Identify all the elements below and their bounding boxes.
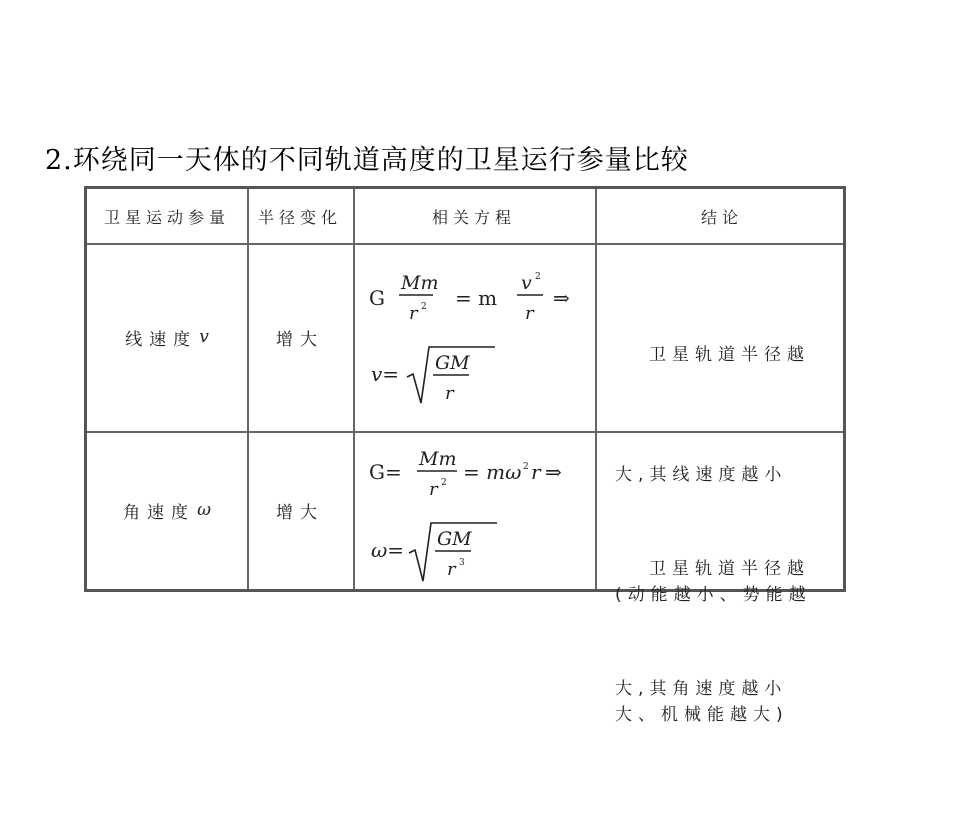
param-symbol: ω bbox=[197, 500, 211, 520]
param-angular-velocity bbox=[87, 431, 247, 589]
svg-text:Mm: Mm bbox=[401, 272, 439, 294]
svg-text:2: 2 bbox=[523, 462, 529, 472]
comparison-table bbox=[84, 186, 846, 725]
equation-gravity-velocity bbox=[367, 261, 587, 335]
equation-gravity-angular bbox=[367, 441, 597, 513]
svg-text:r: r bbox=[447, 559, 456, 580]
svg-text:2: 2 bbox=[421, 302, 427, 312]
param-linear-velocity bbox=[87, 243, 247, 431]
svg-text:G: G bbox=[369, 286, 385, 310]
col-divider bbox=[595, 189, 597, 589]
conclusion-line: 卫星轨道半径越 bbox=[649, 559, 810, 579]
svg-text:= mω: = mω bbox=[463, 460, 522, 484]
svg-text:r: r bbox=[531, 460, 541, 484]
svg-text:2: 2 bbox=[441, 478, 447, 488]
svg-text:⇒: ⇒ bbox=[553, 286, 570, 310]
conclusion-2 bbox=[615, 469, 810, 789]
svg-text:r: r bbox=[445, 383, 454, 404]
param-label: 角速度 bbox=[123, 502, 196, 523]
conclusion-line: 大,其线速度越小 bbox=[615, 465, 788, 485]
svg-text:GM: GM bbox=[435, 352, 470, 374]
header-conclusion: 结论 bbox=[700, 207, 743, 227]
equation-angular-result bbox=[369, 517, 529, 591]
svg-text:= m: = m bbox=[455, 286, 498, 310]
radius-change-2: 增大 bbox=[276, 502, 324, 523]
page-title: 2.环绕同一天体的不同轨道高度的卫星运行参量比较 bbox=[45, 145, 689, 176]
svg-text:v: v bbox=[521, 272, 532, 294]
svg-text:r: r bbox=[429, 479, 438, 500]
radius-change-1: 增大 bbox=[276, 329, 324, 350]
header-equation: 相关方程 bbox=[431, 207, 516, 227]
conclusion-line: 卫星轨道半径越 bbox=[649, 345, 810, 365]
svg-text:⇒: ⇒ bbox=[545, 460, 562, 484]
param-symbol: v bbox=[199, 327, 209, 347]
conclusion-line: (动能越小、势能越 bbox=[615, 585, 812, 605]
svg-text:Mm: Mm bbox=[419, 448, 457, 470]
svg-text:v=: v= bbox=[371, 362, 400, 386]
conclusion-line: 大,其角速度越小 bbox=[615, 679, 788, 699]
conclusion-line: 大、机械能越大) bbox=[615, 705, 789, 725]
svg-text:GM: GM bbox=[437, 528, 472, 550]
col-divider bbox=[353, 189, 355, 589]
svg-text:ω=: ω= bbox=[371, 538, 405, 562]
equation-velocity-result bbox=[369, 341, 529, 415]
svg-text:r: r bbox=[409, 303, 418, 324]
header-radius-change: 半径变化 bbox=[257, 207, 342, 227]
svg-text:r: r bbox=[525, 303, 534, 324]
param-label: 线速度 bbox=[125, 329, 198, 350]
header-param: 卫星运动参量 bbox=[103, 207, 230, 227]
svg-text:2: 2 bbox=[535, 272, 541, 282]
svg-text:3: 3 bbox=[459, 558, 465, 568]
svg-text:G=: G= bbox=[369, 460, 402, 484]
